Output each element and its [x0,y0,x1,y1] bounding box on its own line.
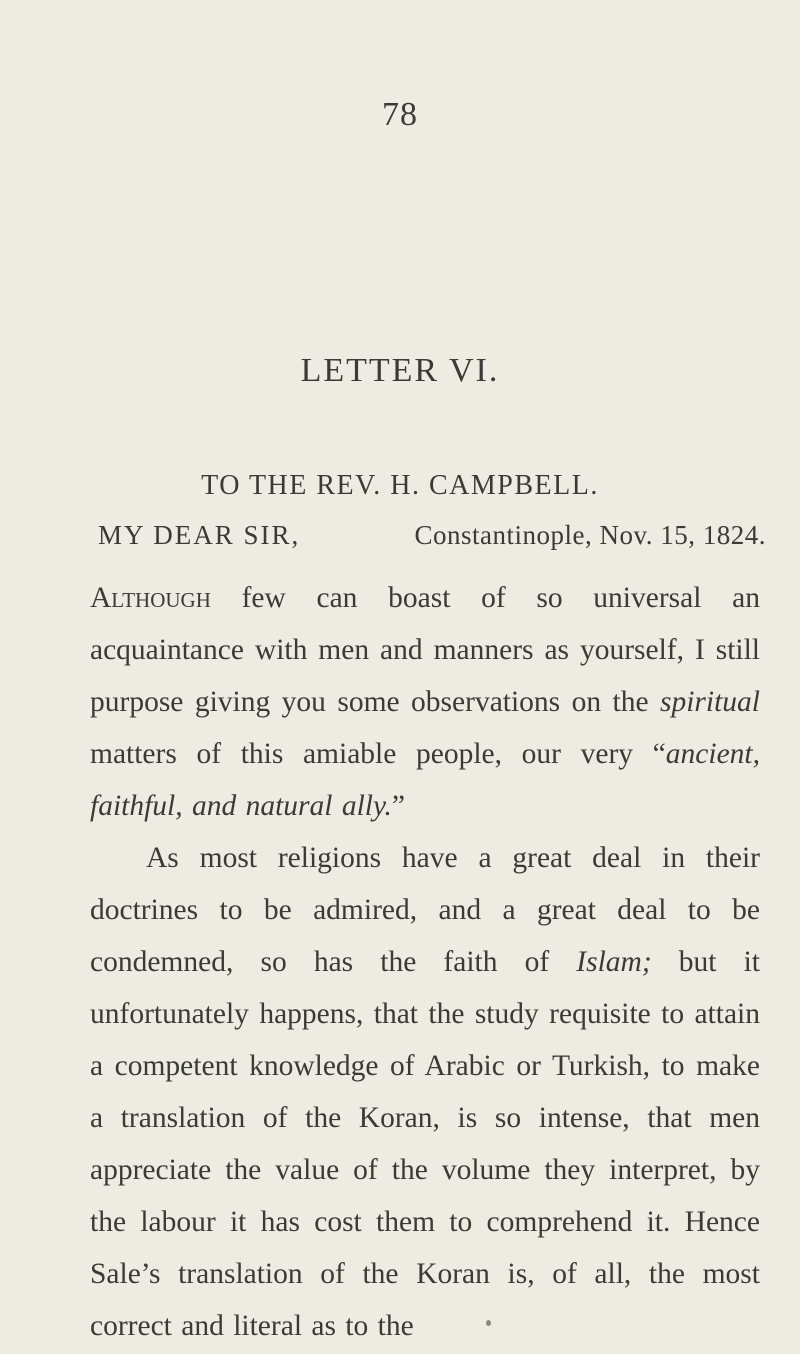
letter-heading: LETTER VI. [300,352,500,389]
paragraph-text: few can boast of so universal an acquaintance with men and manners as yourself, I still purpose giving you some observations on the [90,582,760,718]
paragraph-text: matters of this amiable people, our very “ [90,738,666,770]
salutation: MY DEAR SIR, [98,520,301,550]
paragraph-text: but it unfortunately happens, that the study requisite to attain a competent knowledge of Arabic or Turkish, to make a translation of the Koran, is so intense, that men appreciate the value of the volume they interpret, by the labour it has cost them to comprehend it. Hence Sale’s translation of the Koran is, of all, the most correct and literal as to the [90,946,760,1342]
emphasis-text: Islam; [576,946,652,978]
paragraph-text: As most religions have a great deal in their doctrines to be admired, and a great deal to be condemned, so has the faith of [90,842,760,978]
salutation-line [98,520,766,551]
paper-speck [486,1320,491,1326]
closing-quote: ” [391,790,405,822]
emphasis-text: spiritual [660,686,760,718]
paragraph [90,832,760,1352]
page-number: 78 [382,96,418,133]
paragraph [90,572,760,832]
quoted-emphasis: ancient, faithful, and natural ally. [90,738,760,822]
drop-word: Although [90,582,211,614]
recipient-line: TO THE REV. H. CAMPBELL. [201,470,599,501]
place-date: Constantinople, Nov. 15, 1824. [414,520,766,550]
letter-body [90,572,760,1352]
